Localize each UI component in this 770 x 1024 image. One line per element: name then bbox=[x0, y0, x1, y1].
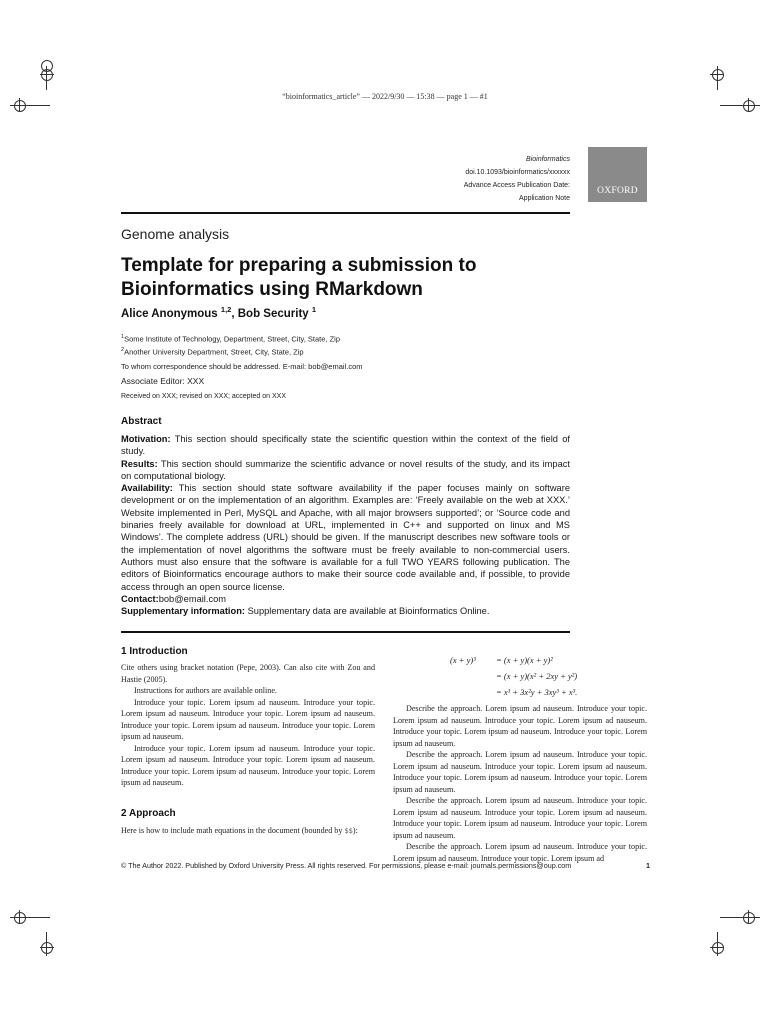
equation-line-3: = x³ + 3x²y + 3xy³ + x³. bbox=[496, 687, 578, 697]
journal-access-date: Advance Access Publication Date: bbox=[463, 182, 570, 189]
equation-line-2: = (x + y)(x² + 2xy + y²) bbox=[496, 671, 578, 681]
approach-paragraph-2: Describe the approach. Lorem ipsum ad nauseum. Introduce your topic. Lorem ipsum ad nauseum. Introduce your topic. Lorem ipsum ad nauseum. Introduce your topic. Lorem ipsum ad nauseum. Introduce your topic. Lorem ipsum ad nauseum. bbox=[393, 704, 647, 748]
introduction-body bbox=[121, 662, 375, 789]
affiliation-1: $^1$Some Institute of Technology, Department, Street, City, State, Zip bbox=[121, 334, 340, 344]
correspondence-note: To whom correspondence should be addressed. E-mail: bob@email.com bbox=[121, 362, 363, 371]
approach-body bbox=[121, 825, 375, 838]
journal-name: Bioinformatics bbox=[526, 156, 570, 163]
article-title bbox=[121, 254, 570, 302]
crop-mark-bottom-left-b-h bbox=[10, 917, 50, 918]
publisher-logo-text: OXFORD bbox=[597, 186, 638, 196]
received-dates: Received on XXX; revised on XXX; accepted on XXX bbox=[121, 393, 286, 400]
header-rule bbox=[121, 212, 570, 214]
crop-mark-bottom-left-a-h bbox=[40, 947, 54, 948]
approach-paragraph-5: Describe the approach. Lorem ipsum ad nauseum. Introduce your topic. Lorem ipsum ad nauseum. Introduce your topic. Lorem ipsum ad bbox=[393, 842, 647, 863]
crop-mark-bottom-right-a-v bbox=[717, 932, 718, 956]
crop-mark-top-right-b-h bbox=[720, 105, 760, 106]
abstract-motivation: Motivation: This section should specifically state the scientific question within the context of the field of study. bbox=[121, 434, 570, 457]
author-1-affiliation: 1,2 bbox=[220, 305, 232, 314]
crop-mark-top-left-b bbox=[14, 100, 26, 112]
abstract-supplementary: Supplementary information: Supplementary data are available at Bioinformatics Online. bbox=[121, 606, 490, 617]
approach-paragraph-4: Describe the approach. Lorem ipsum ad nauseum. Introduce your topic. Lorem ipsum ad nauseum. Introduce your topic. Lorem ipsum ad nauseum. Introduce your topic. Lorem ipsum ad nauseum. Introduce your topic. Lorem ipsum ad nauseum. bbox=[393, 796, 647, 840]
journal-note: Application Note bbox=[519, 195, 570, 202]
author-2-affiliation: 1 bbox=[311, 305, 317, 314]
abstract-rule bbox=[121, 631, 570, 633]
journal-doi: doi.10.1093/bioinformatics/xxxxxx bbox=[465, 169, 570, 176]
crop-mark-top-right-a-v bbox=[717, 66, 718, 90]
journal-info bbox=[464, 153, 570, 205]
crop-mark-bottom-left-b-v bbox=[19, 910, 20, 924]
article-title-line-2: Bioinformatics using RMarkdown bbox=[121, 279, 423, 300]
abstract-contact: Contact:bob@email.com bbox=[121, 593, 227, 604]
article-title-line-1: Template for preparing a submission to bbox=[121, 255, 477, 276]
crop-mark-top-left-a-v bbox=[46, 66, 47, 90]
introduction-paragraph-3: Introduce your topic. Lorem ipsum ad nauseum. Introduce your topic. Lorem ipsum ad nauseum. Introduce your topic. Lorem ipsum ad nauseum. Introduce your topic. Lorem ipsum ad nauseum. Introduce your topic. Lorem ipsum ad nauseum. bbox=[121, 697, 375, 741]
introduction-paragraph-4: Introduce your topic. Lorem ipsum ad nauseum. Introduce your topic. Lorem ipsum ad nauseum. Introduce your topic. Lorem ipsum ad nauseum. Introduce your topic. Lorem ipsum ad nauseum. Introduce your topic. Lorem ipsum ad nauseum. bbox=[121, 743, 375, 787]
crop-mark-top-left-a bbox=[41, 69, 53, 81]
crop-mark-top-left-a-h bbox=[40, 74, 54, 75]
associate-editor: Associate Editor: XXX bbox=[121, 376, 205, 386]
crop-mark-bottom-right-b-h bbox=[720, 917, 760, 918]
affiliation-2: $^2$Another University Department, Street, City, State, Zip bbox=[121, 346, 304, 356]
contact-email[interactable]: bob@email.com bbox=[158, 593, 227, 604]
crop-mark-top-right-a bbox=[712, 69, 724, 81]
abstract-body bbox=[121, 433, 570, 617]
inline-code: $$ bbox=[344, 827, 353, 835]
abstract-availability: Availability: This section should state software availability if the paper focuses mainly on software development or on the implementation of an algorithm. Examples are: ‘Freely available on the web at XXX.’ Website implemented in Perl, MySQL and Apache, with all major browsers supported’; or ‘Source code and binaries freely available for download at URL, implemented in C++ and supported on linux and MS Windows’. The complete address (URL) should be given. If the manuscript describes new software tools or the implementation of novel algorithms the software must be freely available to non-commercial users. Authors must also ensure that the software is available for a full TWO YEARS following publication. The editors of Bioinformatics encourage authors to make their source code available and, if possible, to provide access through an open source license. bbox=[121, 483, 570, 592]
abstract-heading: Abstract bbox=[121, 416, 162, 427]
crop-mark-bottom-right-b-v bbox=[748, 910, 749, 924]
article-category: Genome analysis bbox=[121, 226, 230, 242]
crop-mark-top-right-b bbox=[743, 100, 755, 112]
page-footer bbox=[121, 861, 650, 870]
introduction-paragraph-1: Cite others using bracket notation (Pepe, 2003). Can also cite with Zou and Hastie (2005). bbox=[121, 663, 375, 684]
crop-mark-bottom-right-a bbox=[712, 942, 724, 954]
affiliations bbox=[121, 332, 340, 357]
crop-mark-bottom-left-a bbox=[41, 942, 53, 954]
equation-line-1: = (x + y)(x + y)² bbox=[496, 655, 553, 665]
equation-lhs: (x + y)³ bbox=[450, 655, 476, 665]
author-list: Alice Anonymous $^{1,2}$, Bob Security $^1$ bbox=[121, 305, 317, 320]
author-2: Bob Security bbox=[237, 307, 309, 320]
introduction-heading: 1 Introduction bbox=[121, 646, 188, 657]
approach-paragraph-3: Describe the approach. Lorem ipsum ad nauseum. Introduce your topic. Lorem ipsum ad nauseum. Introduce your topic. Lorem ipsum ad nauseum. Introduce your topic. Lorem ipsum ad nauseum. Introduce your topic. Lorem ipsum ad nauseum. bbox=[393, 750, 647, 794]
approach-paragraph-1: Here is how to include math equations in the document (bounded by $$): bbox=[121, 826, 358, 835]
copyright-notice: © The Author 2022. Published by Oxford University Press. All rights reserved. For permissions, please e-mail: journals.permissions@oup.com bbox=[121, 861, 572, 870]
crop-mark-top-left-b-h bbox=[10, 105, 50, 106]
equation-block bbox=[400, 655, 650, 703]
crop-mark-bottom-left-b bbox=[14, 912, 26, 924]
publisher-logo bbox=[588, 147, 647, 202]
approach-heading: 2 Approach bbox=[121, 808, 176, 819]
introduction-paragraph-2: Instructions for authors are available online. bbox=[134, 686, 277, 695]
page-number: 1 bbox=[646, 861, 650, 870]
running-header: “bioinformatics_article” — 2022/9/30 — 15:38 — page 1 — #1 bbox=[282, 92, 488, 101]
abstract-results: Results: This section should summarize the scientific advance or novel results of the study, and its impact on computational biology. bbox=[121, 458, 570, 481]
crop-mark-bottom-right-b bbox=[743, 912, 755, 924]
author-1: Alice Anonymous bbox=[121, 307, 218, 320]
crop-mark-bottom-left-a-v bbox=[46, 932, 47, 956]
approach-right-column bbox=[393, 703, 647, 864]
